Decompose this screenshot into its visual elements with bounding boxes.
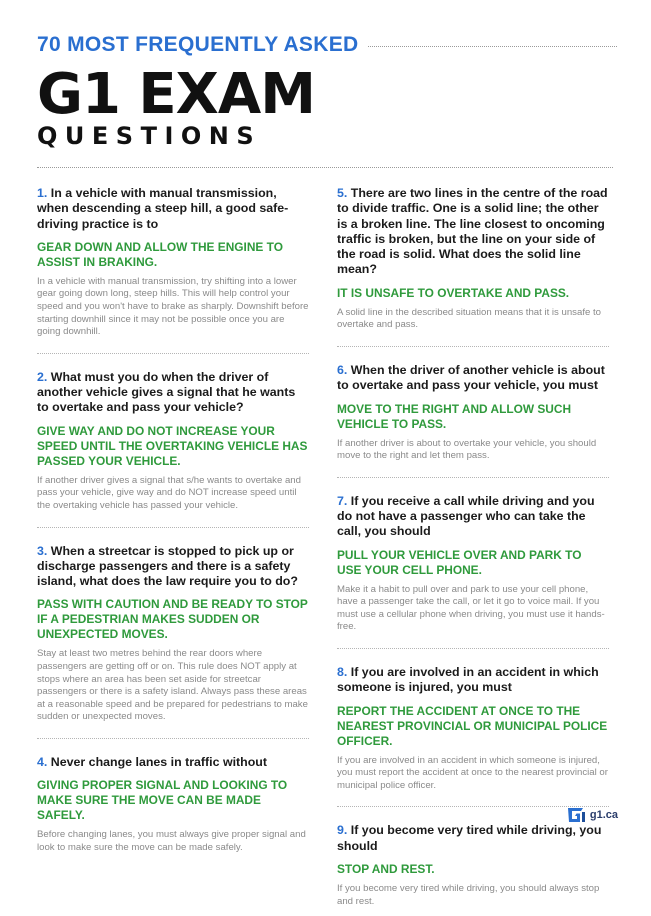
dotted-divider (368, 46, 617, 47)
answer-text: GEAR DOWN AND ALLOW THE ENGINE TO ASSIST IN BRAKING. (37, 239, 283, 269)
question-item-8 (337, 665, 609, 792)
dotted-divider (37, 738, 309, 739)
answer-text: GIVING PROPER SIGNAL AND LOOKING TO MAKE SURE THE MOVE CAN BE MADE SAFELY. (37, 778, 288, 823)
explanation-text: Before changing lanes, you must always give proper signal and look to make sure the move can be made safely. (37, 829, 306, 853)
explanation-text: If you become very tired while driving, you should always stop and rest. (337, 882, 600, 907)
question-body: When the driver of another vehicle is about to overtake and pass your vehicle, you must (337, 362, 605, 393)
answer-text: GIVE WAY AND DO NOT INCREASE YOUR SPEED UNTIL THE OVERTAKING VEHICLE HAS PASSED YOUR VEHICLE. (37, 423, 308, 468)
page-title-sub: QUESTIONS (37, 122, 262, 150)
answer-text: IT IS UNSAFE TO OVERTAKE AND PASS. (337, 285, 570, 300)
dotted-divider (337, 346, 609, 347)
question-text (37, 186, 309, 232)
answer-text: MOVE TO THE RIGHT AND ALLOW SUCH VEHICLE TO PASS. (337, 401, 572, 431)
question-body: What must you do when the driver of another vehicle gives a signal that he wants to overtake and pass your vehicle? (37, 369, 296, 415)
question-item-2 (37, 370, 309, 513)
question-text (37, 755, 309, 770)
question-text (337, 363, 609, 394)
answer-text: PULL YOUR VEHICLE OVER AND PARK TO USE YOUR CELL PHONE. (337, 547, 582, 577)
question-number: 6. (337, 362, 348, 377)
question-body: If you become very tired while driving, you should (337, 823, 602, 853)
question-text (337, 823, 609, 854)
question-number: 3. (37, 543, 48, 558)
answer-text: PASS WITH CAUTION AND BE READY TO STOP IF A PEDESTRIAN MAKES SUDDEN OR UNEXPECTED MOVES. (37, 597, 308, 642)
question-item-7 (337, 494, 609, 634)
question-body: When a streetcar is stopped to pick up or discharge passengers and there is a safety island, what does the law require you to do? (37, 543, 298, 589)
explanation-text: If another driver gives a signal that s/he wants to overtake and pass your vehicle, give way and do NOT increase speed until the overtaking vehicle has passed your vehicle. (37, 474, 301, 511)
question-body: If you receive a call while driving and you do not have a passenger who can take the call, you should (337, 493, 595, 539)
question-number: 2. (37, 369, 48, 384)
dotted-divider (37, 353, 309, 354)
brand-logo-text: g1.ca (589, 809, 618, 821)
answer-text: STOP AND REST. (337, 861, 435, 876)
question-number: 1. (37, 186, 48, 200)
explanation-text: Make it a habit to pull over and park to use your cell phone, have a passenger take the call, or let it go to voice mail. If you must use a cellular phone when driving, you must use it hands-free. (337, 583, 605, 633)
question-body: There are two lines in the centre of the road to divide traffic. One is a solid line; the other is a broken line. The line closest to oncoming traffic is broken, but the line on your side of the road is solid. What does the solid line mean? (337, 186, 608, 277)
question-item-6 (337, 363, 609, 463)
question-text (337, 494, 609, 540)
header-divider (37, 167, 613, 168)
question-number: 7. (337, 493, 348, 508)
explanation-text: If another driver is about to overtake your vehicle, you should move to the right and let them pass. (337, 437, 597, 462)
question-text (37, 370, 309, 416)
question-text (337, 186, 609, 278)
explanation-text: If you are involved in an accident in which someone is injured, you must report the accident at once to the nearest provincial or municipal police officer. (337, 754, 608, 791)
explanation-text: In a vehicle with manual transmission, try shifting into a lower gear going down long, steep hills. This will help control your speed and you won't have to brake as sharply. Downshift before starting downhill since it may not be possible once you are going downhill. (37, 275, 309, 338)
dotted-divider (337, 477, 609, 478)
question-text (37, 544, 309, 590)
brand-logo (566, 806, 618, 824)
dotted-divider (37, 527, 309, 528)
question-item-9 (337, 823, 609, 908)
question-text (337, 665, 609, 696)
page-title: G1 EXAM (37, 62, 315, 127)
left-column (37, 186, 309, 862)
page-subtitle: 70 MOST FREQUENTLY ASKED (37, 33, 359, 56)
question-number: 5. (337, 186, 348, 200)
g1-logo-icon (566, 806, 586, 824)
answer-text: REPORT THE ACCIDENT AT ONCE TO THE NEAREST PROVINCIAL OR MUNICIPAL POLICE OFFICER. (337, 703, 608, 748)
subtitle-row (37, 30, 617, 60)
question-number: 4. (37, 754, 48, 769)
question-number: 9. (337, 823, 348, 838)
question-item-3 (37, 544, 309, 724)
question-item-4 (37, 755, 309, 854)
question-body: Never change lanes in traffic without (50, 754, 267, 769)
question-number: 8. (337, 665, 348, 680)
page-header (37, 30, 617, 150)
explanation-text: A solid line in the described situation means that it is unsafe to overtake and pass. (337, 306, 601, 331)
explanation-text: Stay at least two metres behind the rear doors where passengers are getting off or on. This rule does NOT apply at stops where an area has been set aside for streetcar passengers or there is a safety island. Always pass these areas at a reasonable speed and be prepared for pedestrians to make sudden or unexpected moves. (37, 648, 308, 723)
question-item-5 (337, 186, 609, 332)
question-body: In a vehicle with manual transmission, when descending a steep hill, a good safe-driving practice is to (37, 186, 289, 231)
question-body: If you are involved in an accident in which someone is injured, you must (337, 665, 599, 695)
question-item-1 (37, 186, 309, 339)
dotted-divider (337, 648, 609, 649)
